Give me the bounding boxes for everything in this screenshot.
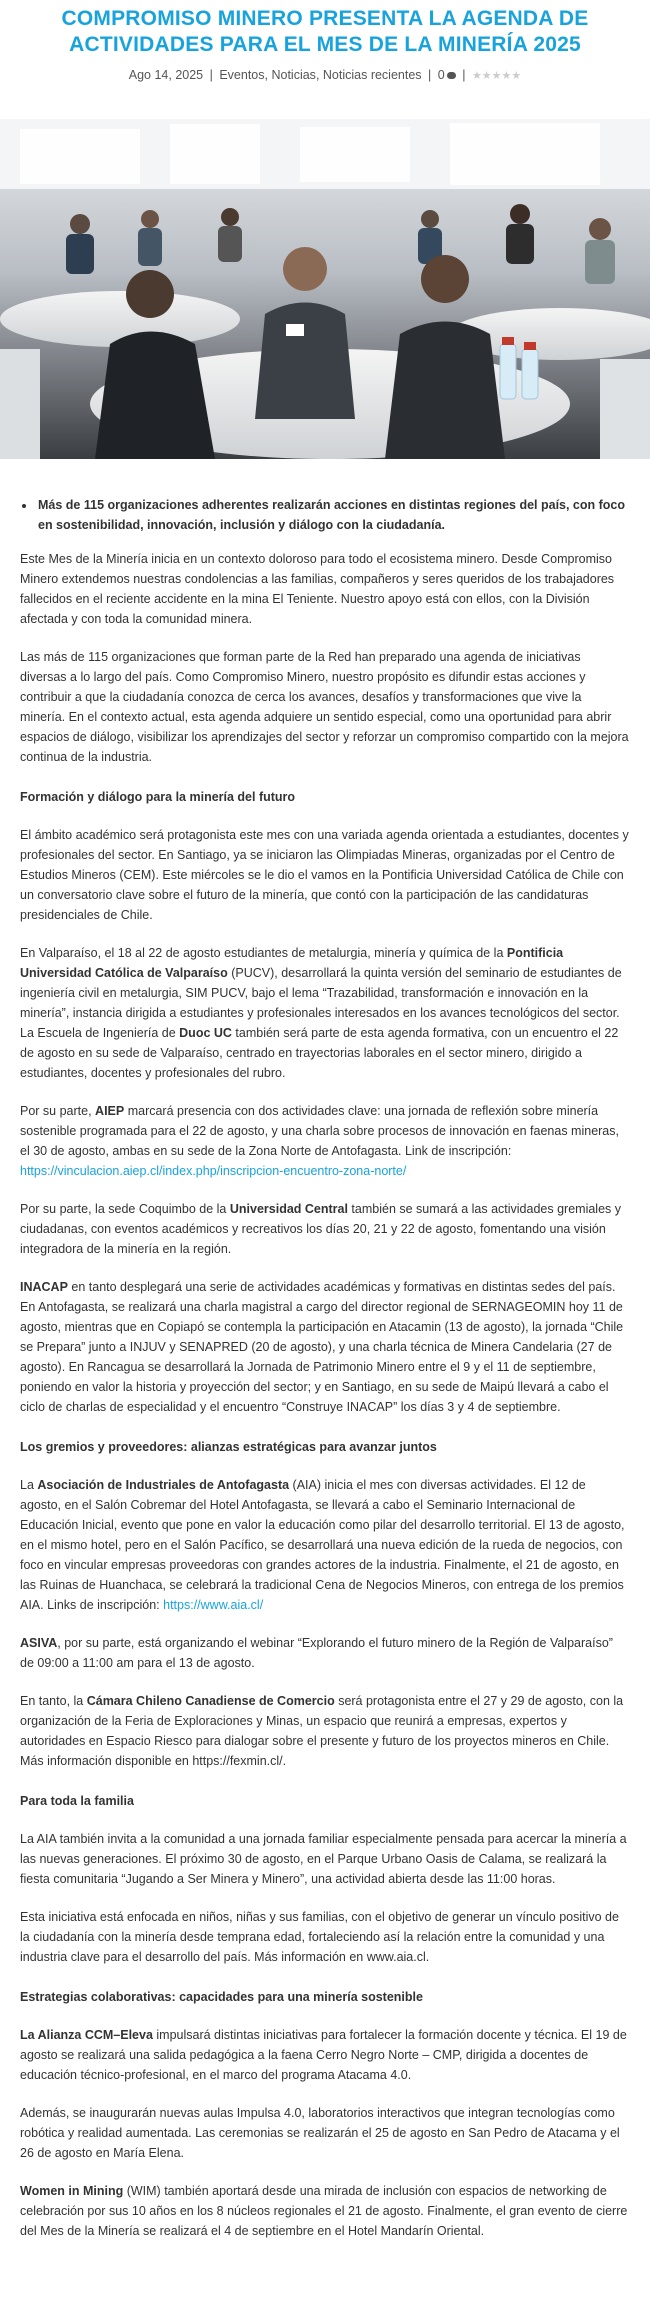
paragraph-aia [20,1475,630,1615]
category-link-eventos[interactable]: Eventos [219,68,265,82]
paragraph-impulsa: Además, se inaugurarán nuevas aulas Impulsa 4.0, laboratorios interactivos que integran tecnologías como robótica y realidad aumentada. Las ceremonias se realizarán el 25 de agosto en San Pedro de Atacama y el 26 de agosto en María Elena. [20,2106,620,2160]
comments-count-link[interactable] [438,68,456,82]
hero-photo [0,119,650,459]
paragraph-camara [20,1691,630,1771]
comments-count: 0 [437,68,445,82]
section-heading-formacion: Formación y diálogo para la minería del futuro [20,790,296,804]
bold-run-duoc: Duoc UC [179,1026,232,1040]
meta-separator: | [462,68,466,82]
category-link-noticias[interactable]: Noticias [271,68,316,82]
bold-run-alianza: La Alianza CCM–Eleva [20,2028,153,2042]
article-body [20,495,630,2257]
aia-registration-link[interactable]: https://www.aia.cl/ [163,1598,264,1612]
summary-bullet: • Más de 115 organizaciones adherentes realizarán acciones en distintas regiones del país, con foco en sostenibilidad, innovación, inclusión y diálogo con la ciudadanía. [36,495,630,535]
paragraph-agenda: Las más de 115 organizaciones que forman parte de la Red han preparado una agenda de iniciativas diversas a lo largo del país. Como Compromiso Minero, nuestro propósito es difundir estas acciones y contribuir a que la ciudadanía conozca de cerca los avances, desafíos y transformaciones que vive la minería. En el contexto actual, esta agenda adquiere un sentido especial, como una oportunidad para abrir espacios de diálogo, visibilizar los aprendizajes del sector y reforzar un compromiso compartido con la mejora continua de la industria. [20,650,629,764]
paragraph-academico: El ámbito académico será protagonista este mes con una variada agenda orientada a estudiantes, docentes y profesionales del sector. En Santiago, ya se iniciaron las Olimpiadas Mineras, organizadas por el Centro de Estudios Mineros (CEM). Este miércoles se le dio el vamos en la Pontificia Universidad Católica de Chile con un conversatorio clave sobre el futuro de la minería, que contó con la participación de las candidaturas presidenciales de Chile. [20,828,629,922]
text-run: será protagonista entre el 27 y 29 de agosto, con la organización de la Feria de Exploraciones y Minas, un espacio que reunirá a empresas, expertos y autoridades en Espacio Riesco para dialogar sobre el presente y futuro de los proyectos mineros en Chile. Más información disponible en https://fexmin.cl/. [20,1694,624,1768]
paragraph-aiep [20,1101,630,1181]
paragraph-valparaiso [20,943,630,1083]
bold-run-aia: Asociación de Industriales de Antofagasta [37,1478,290,1492]
post-date: Ago 14, 2025 [128,68,204,82]
bold-run-aiep: AIEP [95,1104,125,1118]
bottom-spacer [20,2241,630,2257]
text-run: en tanto desplegará una serie de actividades académicas y formativas en distintas sedes del país. En Antofagasta, se realizará una charla magistral a cargo del director regional de SERNAGEOMIN hoy 11 de agosto, mientras que en Copiapó se contempla la participación en Atacamin (13 de agosto), la jornada “Chile se Prepara” junto a INJUV y SENAPRED (20 de agosto), y una charla técnica de Minera Candelaria (27 de agosto). En Rancagua se desarrollará la Jornada de Patrimonio Minero entre el 9 y el 11 de septiembre, poniendo en valor la historia y proyección del sector; y en Santiago, en su sede de Maipú llevará a cabo el ciclo de charlas de especialidad y el encuentro “Construye INACAP” los días 3 y 4 de septiembre. [20,1280,624,1414]
text-run: La [20,1478,38,1492]
category-link-noticias-recientes[interactable]: Noticias recientes [322,68,422,82]
bold-run-wim: Women in Mining [20,2184,124,2198]
paragraph-iniciativa: Esta iniciativa está enfocada en niños, niñas y sus familias, con el objetivo de generar un vínculo positivo de la ciudadanía con la minería desde temprana edad, fortaleciendo así la relación entre la comunidad y una industria clave para el desarrollo del país. Más información en www.aia.cl. [20,1910,619,1964]
rating-stars-icon: ★★★★★ [471,70,522,82]
section-heading-gremios: Los gremios y proveedores: alianzas estratégicas para avanzar juntos [20,1440,437,1454]
text-run: (PUCV), desarrollará la quinta versión del seminario de estudiantes de ingeniería civil en metalurgia, SIM PUCV, bajo el lema “Trazabilidad, transformación e innovación en la minería”, instancia dirigida a estudiantes y profesionales interesados en los avances tecnológicos del sector. La Escuela de Ingeniería de [20,966,622,1040]
meta-separator: | [428,68,432,82]
paragraph-familia: La AIA también invita a la comunidad a una jornada familiar especialmente pensada para acercar la minería a las nuevas generaciones. El próximo 30 de agosto, en el Parque Urbano Oasis de Calama, se realizará la fiesta comunitaria “Jugando a Ser Minera y Minero”, una actividad abierta desde las 11:00 horas. [20,1832,627,1886]
text-run: marcará presencia con dos actividades clave: una jornada de reflexión sobre minería sostenible programada para el 22 de agosto, y una charla sobre procesos de innovación en faenas mineras, el 30 de agosto, ambas en su sede de la Zona Norte de Antofagasta. Link de inscripción: [20,1104,619,1158]
paragraph-inacap [20,1277,630,1417]
text-run: Por su parte, la sede Coquimbo de la [20,1202,230,1216]
bold-run-ucentral: Universidad Central [229,1202,348,1216]
section-heading-familia: Para toda la familia [20,1794,134,1808]
paragraph-asiva [20,1633,630,1673]
article-title: COMPROMISO MINERO PRESENTA LA AGENDA DE ACTIVIDADES PARA EL MES DE LA MINERÍA 2025 [61,7,589,56]
paragraph-alianza [20,2025,630,2085]
paragraph-ucentral [20,1199,630,1259]
text-run: impulsará distintas iniciativas para fortalecer la formación docente y técnica. El 19 de agosto se realizará una salida pedagógica a la faena Cerro Negro Norte – CMP, dirigida a docentes de educación técnico-profesional, en el marco del programa Atacama 4.0. [20,2028,627,2082]
bold-run-asiva: ASIVA [20,1636,58,1650]
section-heading-estrategias: Estrategias colaborativas: capacidades para una minería sostenible [20,1990,423,2004]
summary-bullets [20,495,630,535]
paragraph-wim [20,2181,630,2241]
text-run: En tanto, la [20,1694,87,1708]
text-run: Por su parte, [20,1104,96,1118]
comment-bubble-icon [447,72,456,79]
text-run: En Valparaíso, el 18 al 22 de agosto estudiantes de metalurgia, minería y química de la [20,946,507,960]
text-run: (WIM) también aportará desde una mirada de inclusión con espacios de networking de celebración por sus 10 años en los 8 núcleos regionales el 21 de agosto. Finalmente, el gran evento de cierre del Mes de la Minería se realizará el 4 de septiembre en el Hotel Mandarín Oriental. [20,2184,628,2238]
bold-run-camara: Cámara Chileno Canadiense de Comercio [86,1694,335,1708]
article-meta: Ago 14, 2025 | Eventos, Noticias, Noticias recientes | 0 | ★★★★★ [128,68,522,82]
bold-run-inacap: INACAP [20,1280,68,1294]
text-run: , por su parte, está organizando el webinar “Explorando el futuro minero de la Región de Valparaíso” de 09:00 a 11:00 am para el 13 de agosto. [20,1636,613,1670]
article-page [0,6,650,2257]
paragraph-intro: Este Mes de la Minería inicia en un contexto doloroso para todo el ecosistema minero. Desde Compromiso Minero extendemos nuestras condolencias a las familias, compañeros y seres queridos de los trabajadores fallecidos en el reciente accidente en la mina El Teniente. Nuestro apoyo está con ellos, con la División afectada y con toda la comunidad minera. [20,552,615,626]
bold-run-pucv: Pontificia Universidad Católica de Valparaíso [20,946,564,980]
aiep-registration-link[interactable]: https://vinculacion.aiep.cl/index.php/inscripcion-encuentro-zona-norte/ [20,1164,407,1178]
text-run: también será parte de esta agenda formativa, con un encuentro el 22 de agosto en su sede de Valparaíso, centrado en trayectorias laborales en el sector minero, dirigido a estudiantes, docentes y profesionales del rubro. [20,1026,619,1080]
text-run: (AIA) inicia el mes con diversas actividades. El 12 de agosto, en el Salón Cobremar del Hotel Antofagasta, se llevará a cabo el Seminario Internacional de Educación Inicial, evento que pone en valor la educación como pilar del desarrollo territorial. El 13 de agosto, en el mismo hotel, pero en el Salón Pacífico, se desarrollará una nueva edición de la rueda de negocios, con foco en vincular empresas proveedoras con grandes actores de la industria. Finalmente, el 21 de agosto, en las Ruinas de Huanchaca, se celebrará la tradicional Cena de Negocios Mineros, con entrega de los premios AIA. Links de inscripción: [20,1478,625,1612]
text-run: también se sumará a las actividades gremiales y ciudadanas, con eventos académicos y recreativos los días 20, 21 y 22 de agosto, fomentando una visión integradora de la minería en la región. [20,1202,621,1256]
meta-separator: | [209,68,213,82]
